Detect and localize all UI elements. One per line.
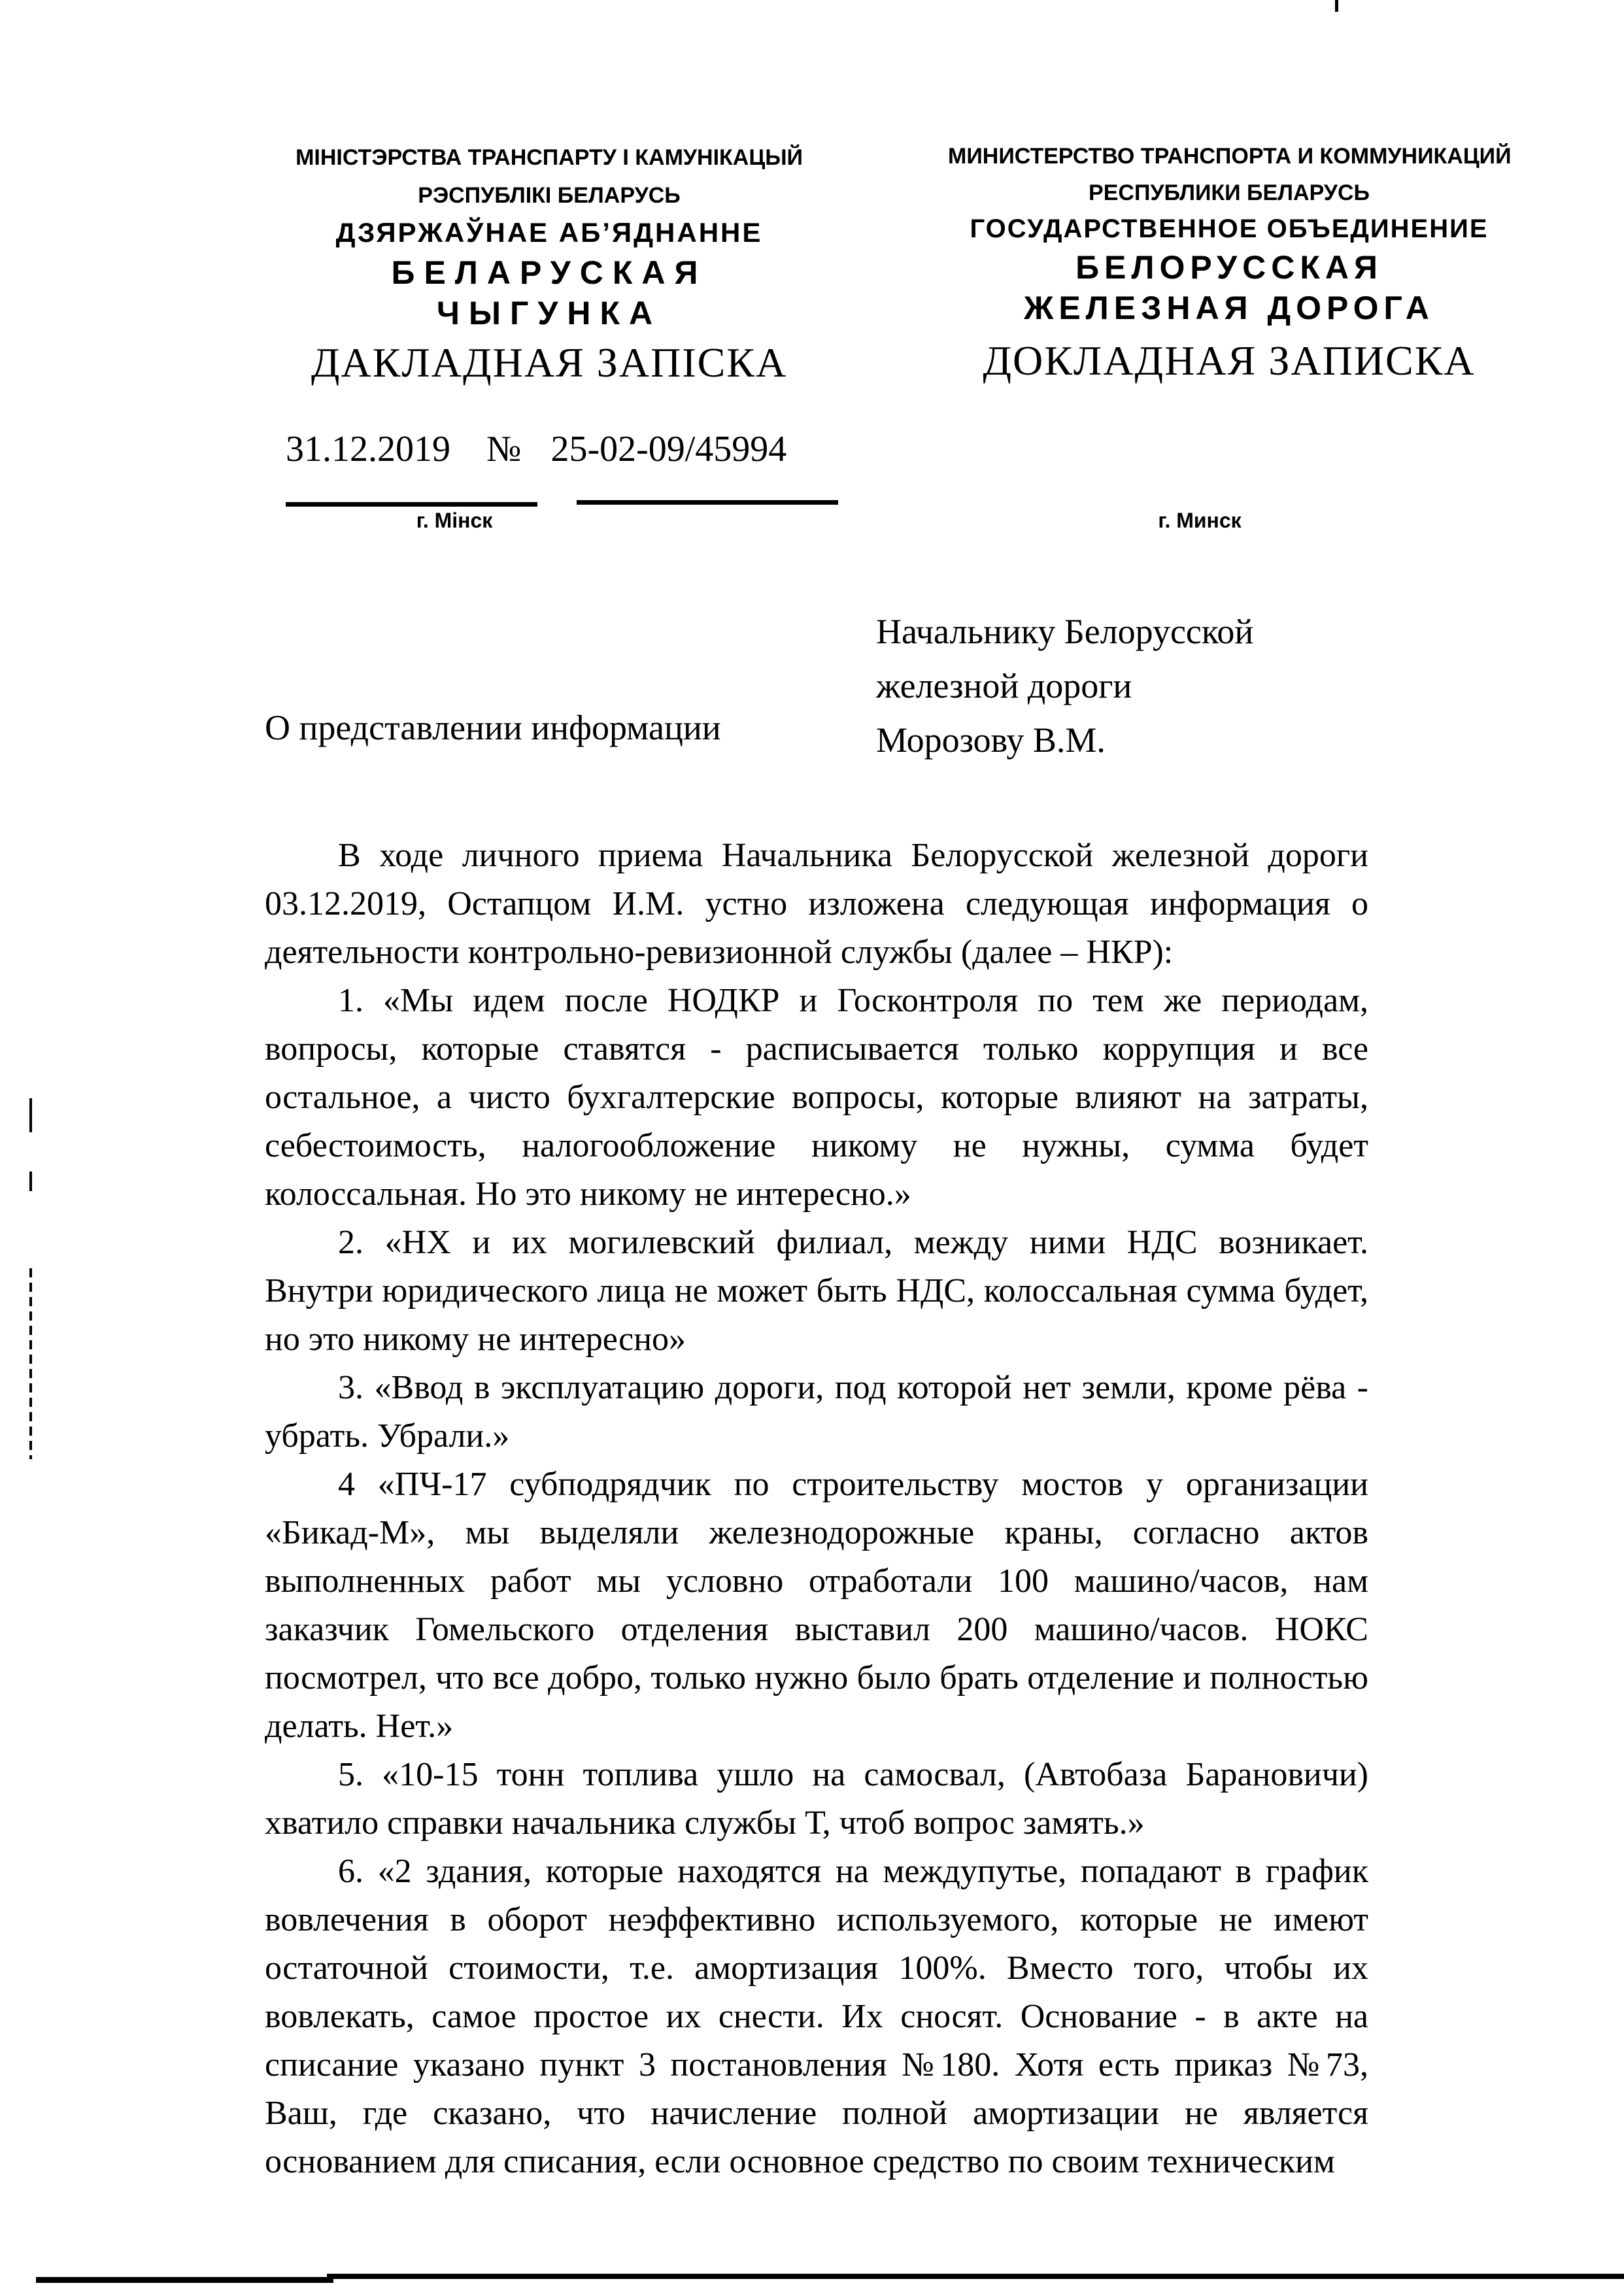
addressee-line2: железной дороги [876, 666, 1132, 705]
document-number: 25-02-09/45994 [550, 429, 787, 469]
paragraph-item-1: 1. «Мы идем после НОДКР и Госконтроля по тем же периодам, вопросы, которые ставятся - расписывается только коррупция и все остальное, а чисто бухгалтерские вопросы, которые влияют на затраты, себестоимость, налогообложение никому не нужны, сумма будет колоссальная. Но это никому не интересно.» [265, 982, 1368, 1213]
letterhead-right-org-type: ГОСУДАРСТВЕННОЕ ОБЪЕДИНЕНИЕ [970, 214, 1489, 243]
city-label-right: г. Минск [1158, 509, 1242, 532]
addressee-line3: Морозову В.М. [876, 720, 1106, 760]
addressee-line1: Начальнику Белорусской [876, 612, 1254, 651]
scan-artifact-left-edge-3 [29, 1268, 32, 1459]
letterhead-left-org-type: ДЗЯРЖАЎНАЕ АБ’ЯДНАННЕ [335, 217, 763, 248]
paragraph-item-6: 6. «2 здания, которые находятся на междупутье, попадают в график вовлечения в оборот неэффективно используемого, которые не имеют остаточной стоимости, т.е. амортизация 100%. Вместо того, чтобы их вовлекать, самое простое их снести. Их сносят. Основание - в акте на списание указано пункт 3 постановления №180. Хотя есть приказ №73, Ваш, где сказано, что начисление полной амортизации не является основанием для списания, если основное средство по своим техническим [265, 1853, 1368, 2180]
letterhead-left-doc-title: ДАКЛАДНАЯ ЗАПІСКА [311, 339, 788, 386]
paragraph-item-5: 5. «10-15 тонн топлива ушло на самосвал, (Автобаза Барановичи) хватило справки начальника службы Т, чтоб вопрос замять.» [265, 1756, 1368, 1842]
scan-artifact-left-edge-1 [29, 1098, 32, 1132]
letterhead-right-doc-title: ДОКЛАДНАЯ ЗАПИСКА [983, 337, 1476, 384]
memo-body [265, 832, 1368, 2186]
letterhead-right-org-name-line1: БЕЛОРУССКАЯ [1075, 249, 1383, 286]
letterhead-left-ministry-line1: МІНІСТЭРСТВА ТРАНСПАРТУ І КАМУНІКАЦЫЙ [296, 145, 803, 170]
number-underline [577, 500, 838, 505]
scan-artifact-bottom-line-1 [36, 2277, 333, 2283]
letterhead-right-ministry-line2: РЕСПУБЛИКИ БЕЛАРУСЬ [1089, 180, 1370, 205]
letterhead-left-org-name-line1: БЕЛАРУСКАЯ [391, 254, 707, 291]
paragraph-item-4: 4 «ПЧ-17 субподрядчик по строительству мостов у организации «Бикад-М», мы выделяли железнодорожные краны, согласно актов выполненных работ мы условно отработали 100 машино/часов, нам заказчик Гомельского отделения выставил 200 машино/часов. НОКС посмотрел, что все добро, только нужно было брать отделение и полностью делать. Нет.» [265, 1466, 1368, 1745]
scan-artifact-left-edge-2 [29, 1172, 32, 1191]
reference-line [286, 428, 787, 470]
scan-artifact-top-tick [1335, 0, 1338, 12]
paragraph-intro: В ходе личного приема Начальника Белорусской железной дороги 03.12.2019, Остапцом И.М. устно изложена следующая информация о деятельности контрольно-ревизионной службы (далее – НКР): [265, 837, 1368, 971]
scan-artifact-bottom-line-2 [327, 2274, 1624, 2279]
letterhead-right-org-name-line2: ЖЕЛЕЗНАЯ ДОРОГА [1024, 290, 1434, 326]
letterhead-left-org-name-line2: ЧЫГУНКА [436, 295, 662, 331]
addressee-block [876, 605, 1373, 767]
paragraph-item-2: 2. «НХ и их могилевский филиал, между ними НДС возникает. Внутри юридического лица не может быть НДС, колоссальная сумма будет, но это никому не интересно» [265, 1224, 1368, 1358]
date-underline [286, 502, 537, 507]
number-sign: № [486, 429, 522, 469]
subject-line: О представлении информации [265, 708, 721, 747]
letterhead-left-ministry-line2: РЭСПУБЛІКІ БЕЛАРУСЬ [418, 183, 681, 208]
city-label-left: г. Мінск [416, 509, 493, 532]
document-date: 31.12.2019 [286, 429, 450, 469]
letterhead-right-ministry-line1: МИНИСТЕРСТВО ТРАНСПОРТА И КОММУНИКАЦИЙ [948, 144, 1512, 169]
paragraph-item-3: 3. «Ввод в эксплуатацию дороги, под которой нет земли, кроме рёва - убрать. Убрали.» [265, 1369, 1368, 1455]
